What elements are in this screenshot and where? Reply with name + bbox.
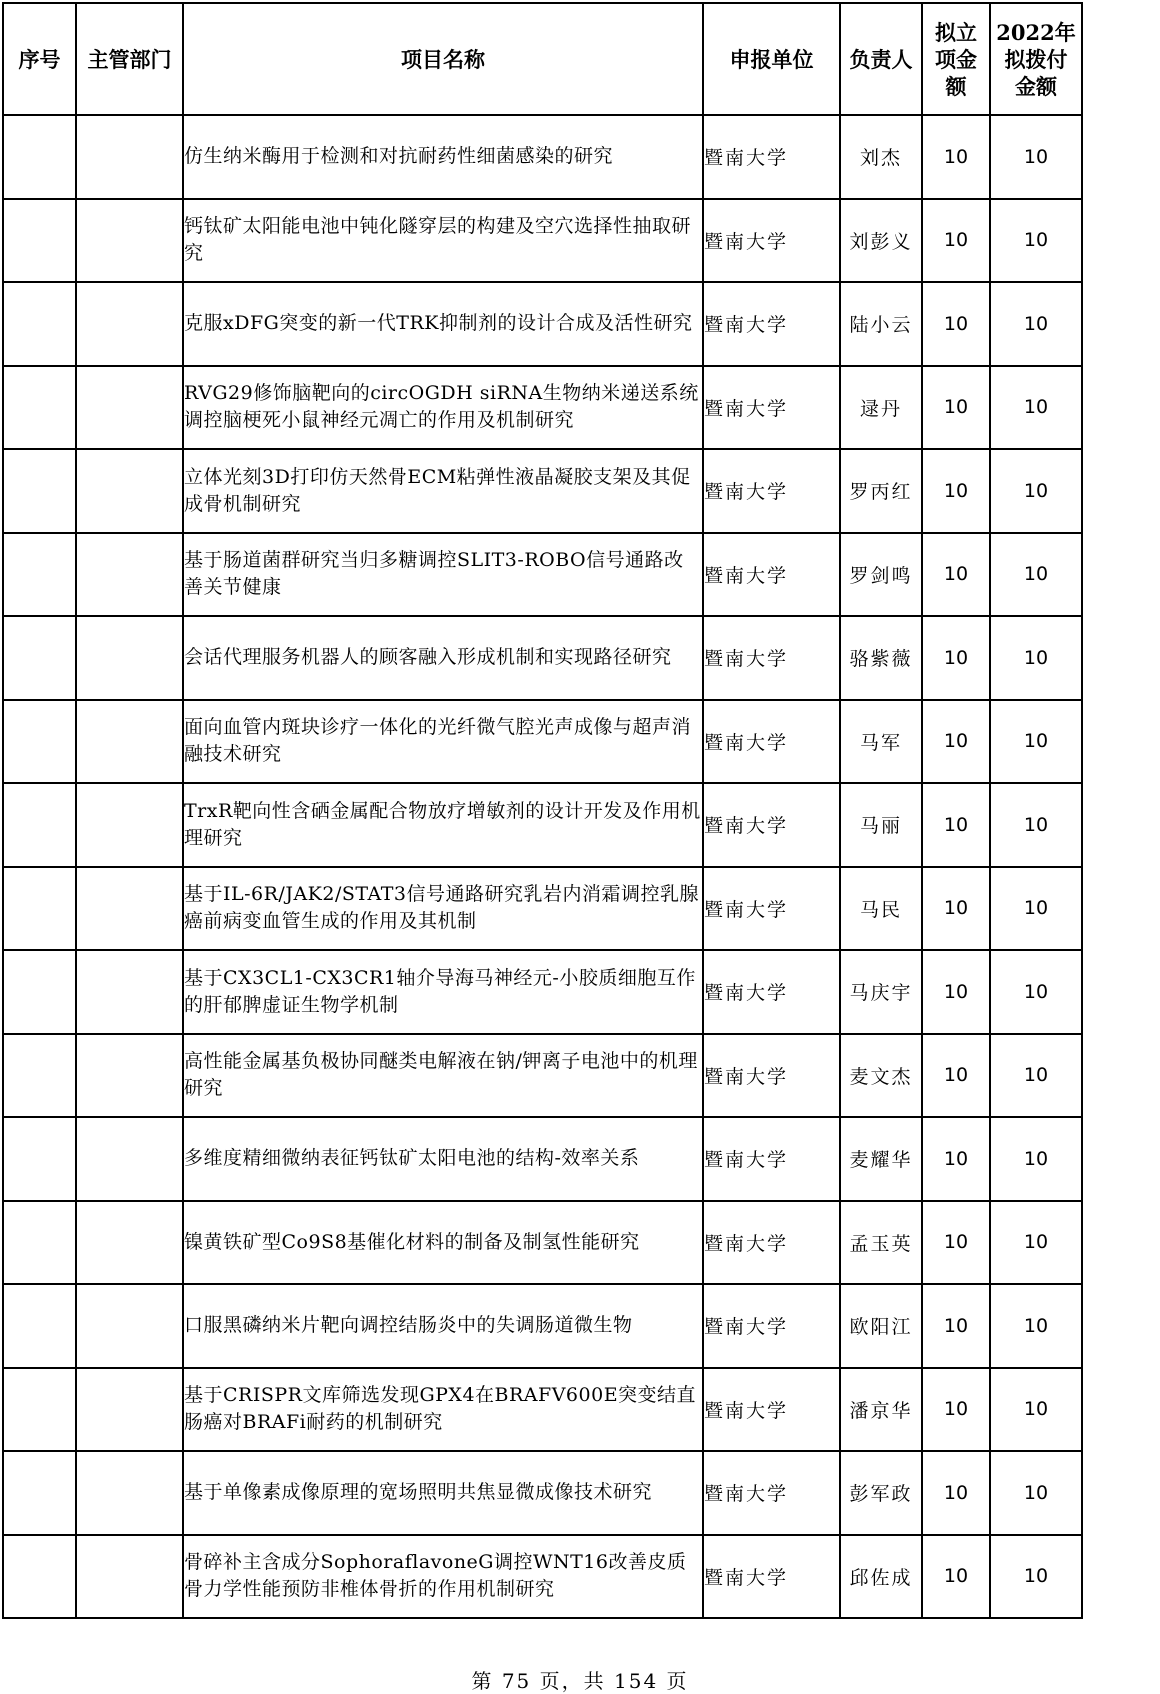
cell-department xyxy=(76,1284,183,1368)
cell-pay: 10 xyxy=(990,115,1082,199)
table-row xyxy=(3,1201,1082,1285)
cell-project-name: TrxR靶向性含硒金属配合物放疗增敏剂的设计开发及作用机理研究 xyxy=(183,783,703,867)
cell-project-name: 基于肠道菌群研究当归多糖调控SLIT3-ROBO信号通路改善关节健康 xyxy=(183,533,703,617)
table-row xyxy=(3,282,1082,366)
cell-amount: 10 xyxy=(922,1117,990,1201)
cell-department xyxy=(76,366,183,450)
cell-index xyxy=(3,366,76,450)
cell-project-name: 克服xDFG突变的新一代TRK抑制剂的设计合成及活性研究 xyxy=(183,282,703,366)
table-row xyxy=(3,1368,1082,1452)
cell-amount: 10 xyxy=(922,1368,990,1452)
cell-index xyxy=(3,199,76,283)
cell-project-name: 骨碎补主含成分SophoraflavoneG调控WNT16改善皮质骨力学性能预防非椎体骨折的作用机制研究 xyxy=(183,1535,703,1619)
table-row xyxy=(3,449,1082,533)
cell-project-name: 基于CX3CL1-CX3CR1轴介导海马神经元-小胶质细胞互作的肝郁脾虚证生物学机制 xyxy=(183,950,703,1034)
cell-department xyxy=(76,867,183,951)
cell-person: 彭军政 xyxy=(840,1451,922,1535)
cell-index xyxy=(3,867,76,951)
table-row xyxy=(3,950,1082,1034)
cell-unit: 暨南大学 xyxy=(703,366,840,450)
page-footer: 第 75 页，共 154 页 xyxy=(471,1669,689,1693)
table-row xyxy=(3,1117,1082,1201)
cell-department xyxy=(76,1368,183,1452)
cell-index xyxy=(3,1535,76,1619)
cell-department xyxy=(76,783,183,867)
cell-pay: 10 xyxy=(990,199,1082,283)
cell-amount: 10 xyxy=(922,199,990,283)
cell-person: 孟玉英 xyxy=(840,1201,922,1285)
cell-pay: 10 xyxy=(990,449,1082,533)
cell-pay: 10 xyxy=(990,366,1082,450)
cell-project-name: 基于IL-6R/JAK2/STAT3信号通路研究乳岩内消霜调控乳腺癌前病变血管生成的作用及其机制 xyxy=(183,867,703,951)
cell-pay: 10 xyxy=(990,783,1082,867)
cell-department xyxy=(76,700,183,784)
cell-amount: 10 xyxy=(922,950,990,1034)
cell-pay: 10 xyxy=(990,1284,1082,1368)
cell-unit: 暨南大学 xyxy=(703,199,840,283)
cell-index xyxy=(3,1034,76,1118)
cell-project-name: 基于单像素成像原理的宽场照明共焦显微成像技术研究 xyxy=(183,1451,703,1535)
cell-index xyxy=(3,115,76,199)
cell-unit: 暨南大学 xyxy=(703,115,840,199)
cell-department xyxy=(76,950,183,1034)
cell-amount: 10 xyxy=(922,115,990,199)
cell-index xyxy=(3,700,76,784)
cell-index xyxy=(3,449,76,533)
cell-department xyxy=(76,1117,183,1201)
cell-amount: 10 xyxy=(922,1535,990,1619)
cell-person: 刘彭义 xyxy=(840,199,922,283)
cell-index xyxy=(3,616,76,700)
cell-pay: 10 xyxy=(990,1034,1082,1118)
cell-unit: 暨南大学 xyxy=(703,1034,840,1118)
cell-person: 刘杰 xyxy=(840,115,922,199)
header-pay-line: 金额 xyxy=(1015,73,1057,99)
cell-department xyxy=(76,282,183,366)
table-row xyxy=(3,1034,1082,1118)
cell-pay: 10 xyxy=(990,700,1082,784)
cell-index xyxy=(3,783,76,867)
cell-unit: 暨南大学 xyxy=(703,1117,840,1201)
cell-index xyxy=(3,282,76,366)
cell-department xyxy=(76,1451,183,1535)
cell-unit: 暨南大学 xyxy=(703,449,840,533)
cell-unit: 暨南大学 xyxy=(703,1451,840,1535)
header-amount-line: 拟立 xyxy=(935,19,977,45)
header-pay-line: 拟拨付 xyxy=(1004,46,1068,72)
cell-project-name: 会话代理服务机器人的顾客融入形成机制和实现路径研究 xyxy=(183,616,703,700)
cell-unit: 暨南大学 xyxy=(703,783,840,867)
cell-amount: 10 xyxy=(922,282,990,366)
header-pay xyxy=(990,3,1082,115)
cell-project-name: RVG29修饰脑靶向的circOGDH siRNA生物纳米递送系统调控脑梗死小鼠神经元凋亡的作用及机制研究 xyxy=(183,366,703,450)
cell-pay: 10 xyxy=(990,1117,1082,1201)
cell-amount: 10 xyxy=(922,449,990,533)
cell-project-name: 仿生纳米酶用于检测和对抗耐药性细菌感染的研究 xyxy=(183,115,703,199)
cell-amount: 10 xyxy=(922,783,990,867)
cell-unit: 暨南大学 xyxy=(703,950,840,1034)
cell-project-name: 镍黄铁矿型Co9S8基催化材料的制备及制氢性能研究 xyxy=(183,1201,703,1285)
cell-amount: 10 xyxy=(922,366,990,450)
cell-index xyxy=(3,533,76,617)
cell-amount: 10 xyxy=(922,616,990,700)
cell-amount: 10 xyxy=(922,533,990,617)
cell-department xyxy=(76,199,183,283)
cell-unit: 暨南大学 xyxy=(703,867,840,951)
cell-person: 麦文杰 xyxy=(840,1034,922,1118)
header-amount-line: 额 xyxy=(945,73,967,99)
cell-project-name: 口服黑磷纳米片靶向调控结肠炎中的失调肠道微生物 xyxy=(183,1284,703,1368)
cell-amount: 10 xyxy=(922,1034,990,1118)
cell-unit: 暨南大学 xyxy=(703,282,840,366)
table-row xyxy=(3,366,1082,450)
cell-department xyxy=(76,616,183,700)
cell-amount: 10 xyxy=(922,1451,990,1535)
cell-unit: 暨南大学 xyxy=(703,616,840,700)
cell-department xyxy=(76,1034,183,1118)
cell-index xyxy=(3,1117,76,1201)
cell-unit: 暨南大学 xyxy=(703,1368,840,1452)
table-row xyxy=(3,616,1082,700)
cell-department xyxy=(76,533,183,617)
cell-amount: 10 xyxy=(922,700,990,784)
header-row xyxy=(3,3,1082,115)
cell-amount: 10 xyxy=(922,867,990,951)
cell-person: 逯丹 xyxy=(840,366,922,450)
cell-unit: 暨南大学 xyxy=(703,1201,840,1285)
cell-project-name: 多维度精细微纳表征钙钛矿太阳电池的结构-效率关系 xyxy=(183,1117,703,1201)
cell-pay: 10 xyxy=(990,1451,1082,1535)
cell-unit: 暨南大学 xyxy=(703,1284,840,1368)
cell-department xyxy=(76,1201,183,1285)
cell-amount: 10 xyxy=(922,1201,990,1285)
header-pay-line: 2022年 xyxy=(996,19,1076,45)
cell-pay: 10 xyxy=(990,1368,1082,1452)
cell-person: 邱佐成 xyxy=(840,1535,922,1619)
cell-pay: 10 xyxy=(990,616,1082,700)
cell-index xyxy=(3,1201,76,1285)
cell-person: 骆紫薇 xyxy=(840,616,922,700)
cell-project-name: 面向血管内斑块诊疗一体化的光纤微气腔光声成像与超声消融技术研究 xyxy=(183,700,703,784)
cell-person: 陆小云 xyxy=(840,282,922,366)
cell-project-name: 基于CRISPR文库筛选发现GPX4在BRAFV600E突变结直肠癌对BRAFi耐药的机制研究 xyxy=(183,1368,703,1452)
cell-amount: 10 xyxy=(922,1284,990,1368)
header-amount-line: 项金 xyxy=(935,46,977,72)
table-row xyxy=(3,700,1082,784)
cell-index xyxy=(3,950,76,1034)
table-row xyxy=(3,199,1082,283)
cell-department xyxy=(76,449,183,533)
cell-person: 马庆宇 xyxy=(840,950,922,1034)
header-project: 项目名称 xyxy=(183,3,703,115)
cell-department xyxy=(76,1535,183,1619)
cell-person: 罗丙红 xyxy=(840,449,922,533)
cell-person: 麦耀华 xyxy=(840,1117,922,1201)
cell-person: 罗剑鸣 xyxy=(840,533,922,617)
table-row xyxy=(3,783,1082,867)
header-person: 负责人 xyxy=(840,3,922,115)
table-row xyxy=(3,533,1082,617)
cell-unit: 暨南大学 xyxy=(703,533,840,617)
table-row xyxy=(3,1284,1082,1368)
table-row xyxy=(3,1535,1082,1619)
cell-index xyxy=(3,1284,76,1368)
table-row xyxy=(3,867,1082,951)
cell-person: 马军 xyxy=(840,700,922,784)
cell-person: 欧阳江 xyxy=(840,1284,922,1368)
header-department: 主管部门 xyxy=(76,3,183,115)
cell-unit: 暨南大学 xyxy=(703,700,840,784)
cell-person: 马丽 xyxy=(840,783,922,867)
cell-index xyxy=(3,1368,76,1452)
cell-pay: 10 xyxy=(990,533,1082,617)
header-index: 序号 xyxy=(3,3,76,115)
cell-pay: 10 xyxy=(990,1201,1082,1285)
header-unit: 申报单位 xyxy=(703,3,840,115)
cell-unit: 暨南大学 xyxy=(703,1535,840,1619)
project-table xyxy=(2,2,1083,1619)
table-row xyxy=(3,1451,1082,1535)
cell-project-name: 立体光刻3D打印仿天然骨ECM粘弹性液晶凝胶支架及其促成骨机制研究 xyxy=(183,449,703,533)
cell-pay: 10 xyxy=(990,867,1082,951)
cell-project-name: 高性能金属基负极协同醚类电解液在钠/钾离子电池中的机理研究 xyxy=(183,1034,703,1118)
cell-index xyxy=(3,1451,76,1535)
cell-project-name: 钙钛矿太阳能电池中钝化隧穿层的构建及空穴选择性抽取研究 xyxy=(183,199,703,283)
table-row xyxy=(3,115,1082,199)
cell-pay: 10 xyxy=(990,1535,1082,1619)
cell-person: 马民 xyxy=(840,867,922,951)
cell-person: 潘京华 xyxy=(840,1368,922,1452)
cell-pay: 10 xyxy=(990,950,1082,1034)
cell-department xyxy=(76,115,183,199)
header-amount xyxy=(922,3,990,115)
cell-pay: 10 xyxy=(990,282,1082,366)
